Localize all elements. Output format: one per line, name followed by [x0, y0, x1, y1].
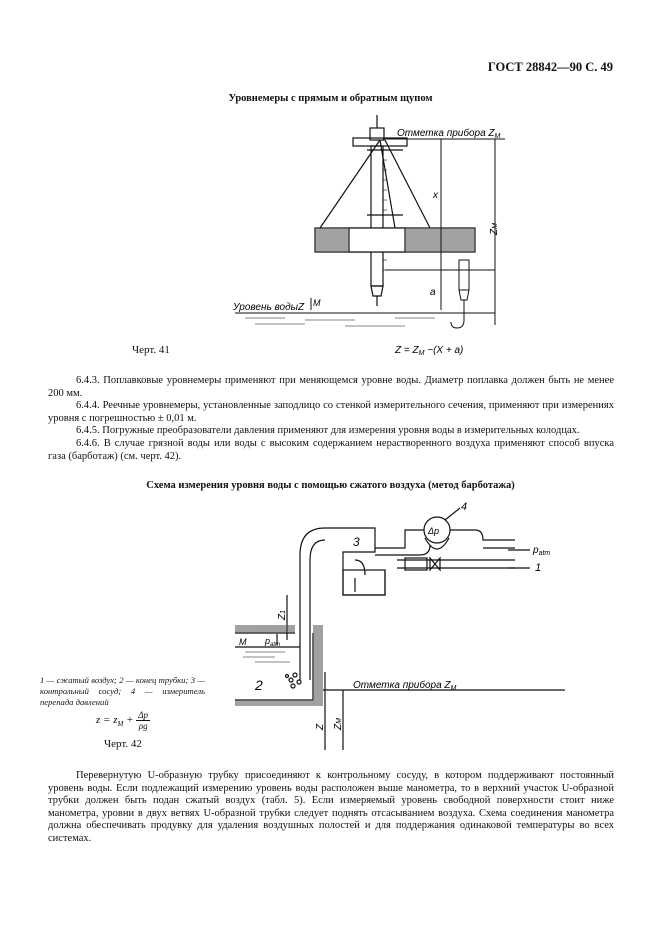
figure41-title: Уровнемеры с прямым и обратным щупом [228, 93, 433, 104]
figure42-legend: 1 — сжатый воздух; 2 — конец трубки; 3 — контрольный сосуд; 4 — измеритель перепада давлений [40, 675, 205, 708]
fig41-a-label: a [430, 287, 436, 298]
fig41-zm-label: ZM [489, 223, 500, 235]
fig42-z-label: Z [315, 723, 326, 730]
fig41-formula: $Z = Z_M -(X + a)$ [395, 345, 464, 357]
figure42-drawing [225, 500, 565, 750]
fig42-dp-label: Δp [428, 526, 440, 536]
paragraphs-block-1 [48, 375, 614, 463]
figure42-formula: $z = z_M$ + $\frac{\Delta p}{\rho g}$ [96, 710, 149, 731]
fig41-x-label: x [433, 190, 438, 201]
fig42-zm-label: ZM [333, 718, 344, 730]
paragraphs-block-2 [48, 770, 614, 846]
paragraph-6-4-6: 6.4.6. В случае грязной воды или воды с высоким содержанием нерастворенного воздуха применяют способ впуска газа (барботаж) (см. черт. 42). [48, 437, 614, 462]
fig42-patm-label: $p_{atm}$ [533, 545, 551, 557]
fig42-label-4: 4 [461, 501, 468, 513]
figure42-title: Схема измерения уровня воды с помощью сжатого воздуха (метод барботажа) [146, 480, 515, 491]
fig42-z1-label: Z1 [277, 609, 288, 620]
fig42-label-2: 2 [255, 677, 263, 693]
fig41-mark-label: Отметка прибора $Z_M$ [397, 128, 501, 140]
fig42-m-label: M [239, 637, 247, 647]
fig42-label-1: 1 [535, 562, 542, 574]
figure42-caption: Черт. 42 [104, 738, 142, 750]
fig42-label-3: 3 [353, 535, 360, 549]
fig41-m-label: M [313, 298, 321, 308]
fig42-patm2-label: $p_{atm}$ [265, 636, 281, 648]
paragraph-6-4-4: 6.4.4. Реечные уровнемеры, установленные заподлицо со стенкой измерительного сечения, применяют при измерениях уровня с погрешностью ± 0,01 м. [48, 400, 614, 424]
page-header: ГОСТ 28842—90 С. 49 [487, 60, 613, 74]
paragraph-u-tube: Перевернутую U-образную трубку присоединяют к контрольному сосуду, в котором поддерживают постоянный уровень воды. Если подлежащий измерению уровень воды расположен выше манометра, то в верхний участок U-образной трубки должен быть подан сжатый воздух (табл. 5). Если измеряемый уровень свободной поверхности стоит ниже манометра, уровни в двух ветвях U-образной трубки следует поднять отсасыванием воздуха. Схема соединения манометра должна обеспечивать продувку для удаления воздушных полостей и для поддержания одинаковой температуры во всех системах. [48, 770, 614, 844]
paragraph-6-4-5: 6.4.5. Погружные преобразователи давления применяют для измерения уровня воды в измерительных колодцах. [76, 425, 580, 437]
figure41-caption: Черт. 41 [132, 344, 170, 356]
fig41-water-label: Уровень водыZ [233, 302, 305, 313]
fig42-mark-label: Отметка прибора $Z_M$ [353, 680, 457, 692]
figure41-drawing [225, 110, 515, 365]
paragraph-6-4-3: 6.4.3. Поплавковые уровнемеры применяют при меняющемся уровне воды. Диаметр поплавка должен быть не менее 200 мм. [48, 375, 614, 399]
